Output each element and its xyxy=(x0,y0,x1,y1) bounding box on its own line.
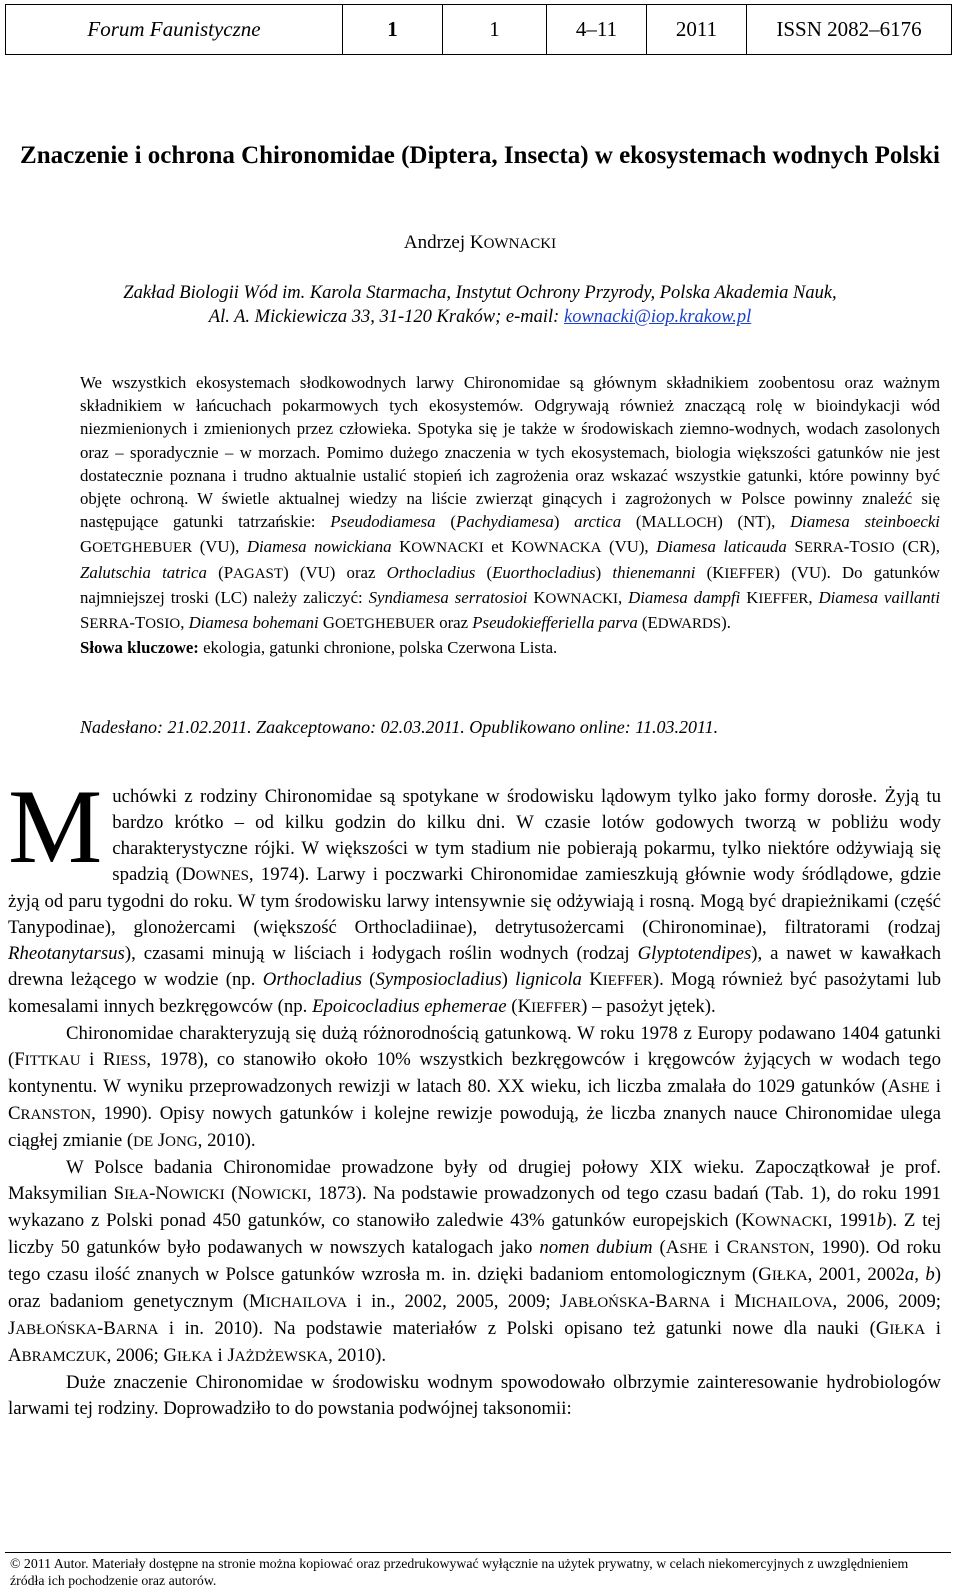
article-body xyxy=(8,768,942,1422)
journal-name: Forum Faunistyczne xyxy=(6,5,343,55)
body-paragraph: Muchówki z rodziny Chironomidae są spotykane w środowisku lądowym tylko jako formy dorosłe. Żyją tu bardzo krótko – od kilku godzin do kilku dni. W czasie lotów godowych tworzą w pobliżu wody charakterystyczne rójki. W większości w tym stadium nie pobierają pokarmu, tylko niektóre odżywiają się spadzią (DOWNES, 1974). Larwy i poczwarki Chironomidae zamieszkują głównie wody śródlądowe, gdzie żyją od paru tygodni do roku. W tym środowisku larwy intensywnie się odżywiają i rosną. Mogą być drapieżnikami (część Tanypodinae), glonożercami (większość Orthocladiinae), detrytusożercami (Chironominae), filtratorami (rodzaj Rheotanytarsus), czasami minują w liściach i łodygach roślin wodnych (rodzaj Glyptotendipes), a nawet w kawałkach drewna leżącego w wodzie (np. Orthocladius (Symposiocladius) lignicola KIEFFER). Mogą również być pasożytami lub komesalami innych bezkręgowców (np. Epoicocladius ephemerae (KIEFFER) – pasożyt jętek). xyxy=(8,768,941,1017)
paper-title: Znaczenie i ochrona Chironomidae (Diptera, Insecta) w ekosystemach wodnych Polski xyxy=(20,142,940,169)
body-paragraph: Chironomidae charakteryzują się dużą różnorodnością gatunkową. W roku 1978 z Europy podawano 1404 gatunki (FITTKAU i RIESS, 1978), co stanowiło około 10% wszystkich bezkręgowców i kręgowców żyjących w wodach tego kontynentu. W wyniku przeprowadzonych rewizji w latach 80. XX wieku, ich liczba zmalała do 1029 gatunków (ASHE i CRANSTON, 1990). Opisy nowych gatunków i kolejne rewizje powodują, że liczba znanych nauce Chironomidae ulega ciągłej zmianie (DE JONG, 2010). xyxy=(8,1023,942,1151)
author-affiliation xyxy=(30,281,930,329)
journal-issue: 1 xyxy=(443,5,547,55)
body-paragraph: Duże znaczenie Chironomidae w środowisku wodnym spowodowało olbrzymie zainteresowanie hydrobiologów larwami tej rodziny. Doprowadziło to do powstania podwójnej taksonomii: xyxy=(8,1372,941,1419)
journal-year: 2011 xyxy=(647,5,747,55)
author-email-link[interactable]: kownacki@iop.krakow.pl xyxy=(563,307,752,327)
submission-dates: Nadesłano: 21.02.2011. Zaakceptowano: 02.03.2011. Opublikowano online: 11.03.2011. xyxy=(80,717,719,737)
abstract xyxy=(80,371,940,659)
footer-divider xyxy=(5,1552,951,1553)
journal-volume: 1 xyxy=(343,5,443,55)
affiliation-line: Zakład Biologii Wód im. Karola Starmacha, Instytut Ochrony Przyrody, Polska Akademia Nauk, xyxy=(123,283,837,303)
journal-issn: ISSN 2082–6176 xyxy=(747,5,952,55)
author-name: Andrzej KOWNACKI xyxy=(403,232,557,253)
keywords-label: Słowa kluczowe: xyxy=(80,638,199,658)
journal-pages: 4–11 xyxy=(547,5,647,55)
journal-header xyxy=(5,4,952,55)
keywords: Słowa kluczowe: ekologia, gatunki chronione, polska Czerwona Lista. xyxy=(80,638,558,658)
body-paragraph: W Polsce badania Chironomidae prowadzone były od drugiej połowy XIX wieku. Zapoczątkował je prof. Maksymilian SIŁA-NOWICKI (NOWICKI, 1873). Na podstawie prowadzonych od tego czasu badań (Tab. 1), do roku 1991 wykazano z Polski ponad 450 gatunków, co stanowiło zaledwie 43% gatunków europejskich (KOWNACKI, 1991b). Z tej liczby 50 gatunków było podawanych w nowszych katalogach jako nomen dubium (ASHE i CRANSTON, 1990). Od roku tego czasu ilość znanych w Polsce gatunków wzrosła m. in. dzięki badaniom entomologicznym (GIŁKA, 2001, 2002a, b) oraz badaniom genetycznym (MICHAILOVA i in., 2002, 2005, 2009; JABŁOŃSKA-BARNA i MICHAILOVA, 2006, 2009; JABŁOŃSKA-BARNA i in. 2010). Na podstawie materiałów z Polski opisano też gatunki nowe dla nauki (GIŁKA i ABRAMCZUK, 2006; GIŁKA i JAŻDŻEWSKA, 2010). xyxy=(8,1157,942,1366)
copyright-footer: © 2011 Autor. Materiały dostępne na stronie można kopiować oraz przedrukowywać wyłącznie na użytek prywatny, w celach niekomercyjnych z uwzględnieniem źródła ich pochodzenie oraz autorów. xyxy=(10,1556,909,1588)
affiliation-address: Al. A. Mickiewicza 33, 31-120 Kraków; e-mail: kownacki@iop.krakow.pl xyxy=(208,307,752,327)
abstract-text: We wszystkich ekosystemach słodkowodnych larwy Chironomidae są głównym składnikiem zoobentosu oraz ważnym składnikiem w łańcuchach pokarmowych tych ekosystemów. Odgrywają również znaczącą rolę w bioindykacji wód niezmienionych i zmienionych przez człowieka. Spotyka się je także w środowiskach ziemno-wodnych, wodach zasolonych oraz – sporadycznie – w morzach. Pomimo dużego znaczenia w tych ekosystemach, biologia większości gatunków nie jest dostatecznie poznana i trudno aktualnie ustalić stopień ich zagrożenia oraz wskazać wszystkie gatunki, które powinny być objęte ochroną. W świetle aktualnej wiedzy na liście zwierząt ginących i zagrożonych w Polsce powinny znaleźć się następujące gatunki tatrzańskie: Pseudodiamesa (Pachydiamesa) arctica (MALLOCH) (NT), Diamesa steinboecki GOETGHEBUER (VU), Diamesa nowickiana KOWNACKI et KOWNACKA (VU), Diamesa laticauda SERRA-TOSIO (CR), Zalutschia tatrica (PAGAST) (VU) oraz Orthocladius (Euorthocladius) thienemanni (KIEFFER) (VU). Do gatunków najmniejszej troski (LC) należy zaliczyć: Syndiamesa serratosioi KOWNACKI, Diamesa dampfi KIEFFER, Diamesa vaillanti SERRA-TOSIO, Diamesa bohemani GOETGHEBUER oraz Pseudokiefferiella parva (EDWARDS). xyxy=(80,373,940,633)
drop-cap: M xyxy=(8,768,103,885)
